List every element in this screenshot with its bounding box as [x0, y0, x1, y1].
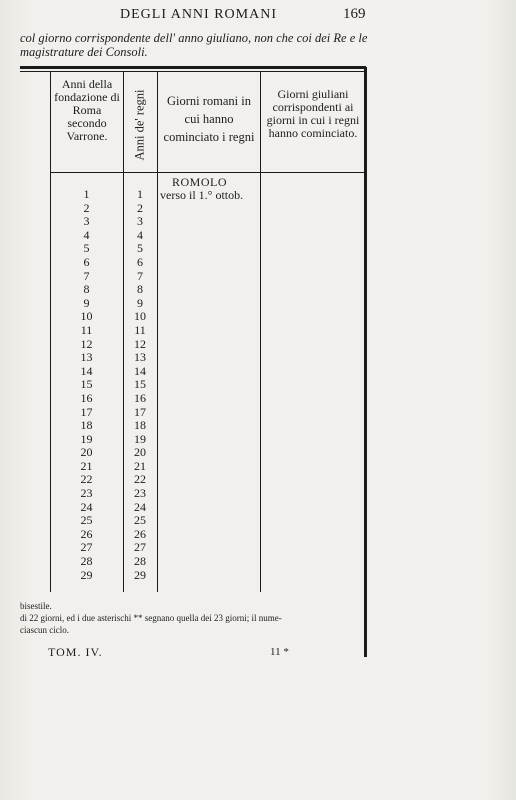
anno-regno-cell: 25 [134, 513, 146, 528]
section-note: verso il 1.° ottob. [160, 188, 244, 202]
section-label: ROMOLO [172, 175, 228, 189]
anno-regno-cell: 20 [134, 445, 146, 460]
signature-mark: 11 * [270, 646, 289, 658]
anno-fondazione-cell: 14 [80, 363, 93, 378]
anno-fondazione-cell: 2 [83, 200, 90, 215]
anno-fondazione-cell: 27 [80, 540, 93, 555]
anno-regno-cell: 11 [134, 322, 146, 337]
table-row [50, 541, 160, 555]
anno-regno-cell: 28 [134, 554, 146, 569]
anno-fondazione-cell: 29 [80, 567, 93, 582]
table-row [50, 569, 160, 583]
anno-regno-cell: 3 [137, 214, 143, 229]
table-row [50, 473, 160, 487]
table-row [50, 188, 160, 202]
anno-regno-cell: 26 [134, 526, 146, 541]
anno-regno-cell: 5 [137, 241, 143, 256]
column-header-anni: Anni della fondazione di Roma secondo Varrone. [54, 77, 120, 143]
column-header-regni-text: Anni de' regni [132, 89, 147, 161]
table-row [50, 310, 160, 324]
footnote-line: ciascun ciclo. [20, 625, 69, 635]
anno-fondazione-cell: 28 [80, 554, 93, 569]
anno-fondazione-cell: 18 [80, 418, 93, 433]
anno-regno-cell: 1 [137, 187, 143, 201]
column-header-giorni-giuliani: Giorni giuliani corrispondenti ai giorni in cui i regni hanno cominciato. [266, 87, 360, 140]
table-row [50, 365, 160, 379]
anno-regno-cell: 23 [134, 486, 146, 501]
anno-regno-cell: 15 [134, 377, 146, 392]
running-title: DEGLI ANNI ROMANI [120, 7, 277, 22]
table-row [50, 460, 160, 474]
table-row [50, 419, 160, 433]
anno-fondazione-cell: 1 [83, 187, 90, 201]
footnote-line: di 22 giorni, ed i due asterischi ** segnano quella dei 23 giorni; il nume- [20, 613, 282, 623]
table-row [50, 501, 160, 515]
table-row [50, 487, 160, 501]
subtitle: col giorno corrispondente dell' anno giuliano, non che coi dei Re e le magistrature dei Consoli. [20, 31, 368, 59]
table-row [50, 242, 160, 256]
anno-regno-cell: 21 [134, 458, 146, 473]
header-rule [50, 172, 364, 173]
anno-regno-cell: 18 [134, 418, 146, 433]
top-rule-thick [20, 66, 366, 69]
table-row [50, 256, 160, 270]
table-row [50, 555, 160, 569]
table-row [50, 406, 160, 420]
column-header-regni [126, 85, 154, 165]
table-row [50, 528, 160, 542]
anno-regno-cell: 2 [137, 200, 143, 215]
anno-fondazione-cell: 3 [83, 214, 90, 229]
anno-fondazione-cell: 4 [83, 227, 90, 242]
anno-regno-cell: 14 [134, 363, 146, 378]
anno-regno-cell: 4 [137, 227, 143, 242]
anno-fondazione-cell: 20 [80, 445, 93, 460]
anno-fondazione-cell: 19 [80, 431, 93, 446]
anno-regno-cell: 17 [134, 404, 146, 419]
anno-regno-cell: 8 [137, 282, 143, 297]
anno-fondazione-cell: 23 [80, 486, 93, 501]
anno-regno-cell: 16 [134, 390, 146, 405]
anno-regno-cell: 19 [134, 431, 146, 446]
anno-fondazione-cell: 26 [80, 526, 93, 541]
table-row [50, 297, 160, 311]
volume-mark: TOM. IV. [48, 645, 103, 659]
anno-fondazione-cell: 7 [83, 268, 90, 283]
anno-regno-cell: 6 [137, 254, 143, 269]
page-number: 169 [343, 6, 366, 22]
footnote-line: bisestile. [20, 601, 52, 611]
anno-fondazione-cell: 24 [80, 499, 93, 514]
anno-regno-cell: 29 [134, 567, 146, 582]
table-row [50, 338, 160, 352]
anno-regno-cell: 9 [137, 295, 143, 310]
anno-fondazione-cell: 25 [80, 513, 93, 528]
anno-regno-cell: 22 [134, 472, 146, 487]
anno-fondazione-cell: 17 [80, 404, 93, 419]
anno-fondazione-cell: 8 [83, 282, 90, 297]
top-rule-thin [20, 71, 366, 72]
table-row [50, 215, 160, 229]
table-row [50, 351, 160, 365]
table-row [50, 270, 160, 284]
table-row [50, 229, 160, 243]
anno-regno-cell: 13 [134, 350, 146, 365]
table-row [50, 433, 160, 447]
anno-regno-cell: 12 [134, 336, 146, 351]
table-row [50, 392, 160, 406]
anno-fondazione-cell: 16 [80, 390, 93, 405]
anno-regno-cell: 7 [137, 268, 143, 283]
anno-fondazione-cell: 13 [80, 350, 93, 365]
anno-regno-cell: 10 [134, 309, 146, 324]
table-row [50, 514, 160, 528]
anno-fondazione-cell: 12 [80, 336, 93, 351]
anno-fondazione-cell: 9 [83, 295, 90, 310]
column-divider [260, 72, 261, 592]
table-row [50, 283, 160, 297]
anno-fondazione-cell: 15 [80, 377, 93, 392]
anno-fondazione-cell: 21 [80, 458, 93, 473]
anno-regno-cell: 24 [134, 499, 146, 514]
anno-fondazione-cell: 22 [80, 472, 93, 487]
table-row [50, 202, 160, 216]
anno-fondazione-cell: 11 [80, 322, 93, 337]
table-row [50, 446, 160, 460]
anno-fondazione-cell: 5 [83, 241, 90, 256]
table-body [50, 188, 160, 582]
anno-fondazione-cell: 6 [83, 254, 90, 269]
anno-fondazione-cell: 10 [80, 309, 93, 324]
column-header-giorni-romani: Giorni romani in cui hanno cominciato i regni [163, 94, 255, 144]
right-border [364, 67, 367, 657]
table-row [50, 324, 160, 338]
anno-regno-cell: 27 [134, 540, 146, 555]
table-row [50, 378, 160, 392]
